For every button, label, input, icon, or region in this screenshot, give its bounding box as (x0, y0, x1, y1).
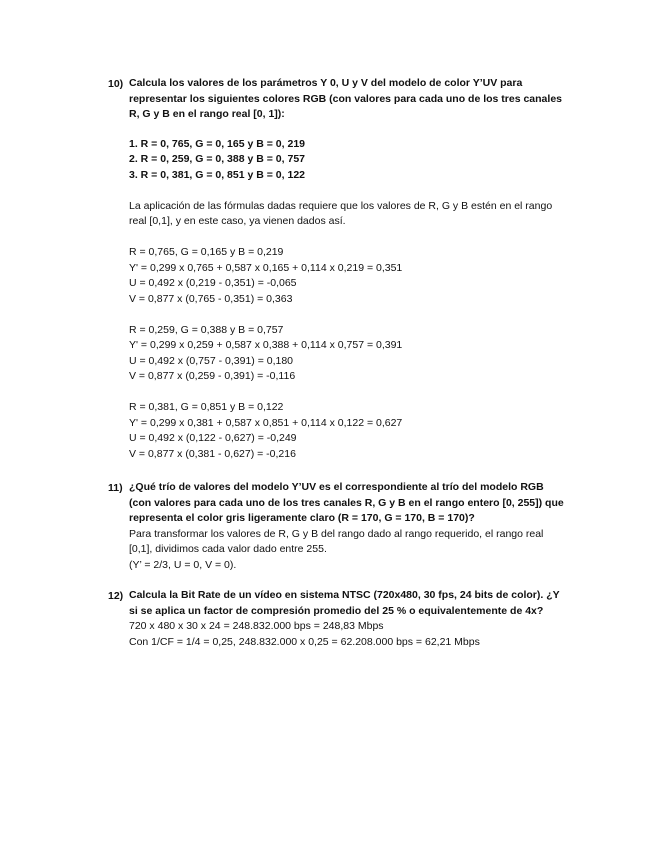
solution-intro: La aplicación de las fórmulas dadas requiere que los valores de R, G y B estén en el rango real [0,1], y en este caso, ya vienen dados así. (129, 199, 553, 227)
solution-line: R = 0,765, G = 0,165 y B = 0,219 (129, 246, 284, 258)
solution-line: R = 0,381, G = 0,851 y B = 0,122 (129, 401, 284, 413)
solution-line: Y' = 0,299 x 0,259 + 0,587 x 0,388 + 0,114 x 0,757 = 0,391 (129, 339, 403, 351)
solution-line: R = 0,259, G = 0,388 y B = 0,757 (129, 323, 284, 336)
solution-line: 720 x 480 x 30 x 24 = 248.832.000 bps = 248,83 Mbps (129, 620, 384, 632)
solution-line: V = 0,877 x (0,259 - 0,391) = -0,116 (129, 370, 296, 382)
solution-line: V = 0,877 x (0,381 - 0,627) = -0,216 (129, 447, 296, 460)
solution-result: (Y’ = 2/3, U = 0, V = 0). (129, 558, 237, 571)
problem-question: ¿Qué trío de valores del modelo Y’UV es el correspondiente al trío del modelo RGB (con valores para cada uno de los tres canales R, G y B en el rango entero [0, 255]) que representa el color gris ligeramente claro (R = 170, G = 170, B = 170)? (129, 481, 564, 524)
rgb-color-list (129, 137, 568, 184)
list-item: 3. R = 0, 381, G = 0, 851 y B = 0, 122 (129, 168, 305, 181)
problem-number: 10) (108, 78, 124, 90)
list-item: 1. R = 0, 765, G = 0, 165 y B = 0, 219 (129, 137, 305, 150)
solution-block (129, 400, 568, 462)
list-item: 2. R = 0, 259, G = 0, 388 y B = 0, 757 (129, 153, 305, 165)
problem-number: 11) (108, 482, 123, 494)
problem-number: 12) (108, 590, 124, 602)
solution-line: Con 1/CF = 1/4 = 0,25, 248.832.000 x 0,25 = 62.208.000 bps = 62,21 Mbps (129, 635, 480, 648)
problem-12 (108, 588, 568, 650)
problem-11 (108, 480, 568, 573)
solution-line: Y' = 0,299 x 0,381 + 0,587 x 0,851 + 0,114 x 0,122 = 0,627 (129, 416, 403, 429)
solution-line: V = 0,877 x (0,765 - 0,351) = 0,363 (129, 292, 293, 305)
solution-line: Y' = 0,299 x 0,765 + 0,587 x 0,165 + 0,114 x 0,219 = 0,351 (129, 261, 403, 274)
solution-text: Para transformar los valores de R, G y B del rango dado al rango requerido, el rango real [0,1], dividimos cada valor dado entre 255. (129, 527, 544, 555)
solution-line: U = 0,492 x (0,122 - 0,627) = -0,249 (129, 432, 297, 444)
solution-block (129, 245, 568, 307)
solution-line: U = 0,492 x (0,757 - 0,391) = 0,180 (129, 354, 294, 367)
solution-line: U = 0,492 x (0,219 - 0,351) = -0,065 (129, 277, 297, 289)
problem-question: Calcula la Bit Rate de un vídeo en sistema NTSC (720x480, 30 fps, 24 bits de color). ¿Y si se aplica un factor de compresión promedio del 25 % o equivalentemente de 4x? (129, 589, 560, 617)
solution-block (129, 323, 568, 385)
problem-10 (108, 76, 568, 462)
problem-question: Calcula los valores de los parámetros Y 0, U y V del modelo de color Y’UV para representar los siguientes colores RGB (con valores para cada uno de los tres canales R, G y B en el rango real [0, 1]): (129, 77, 562, 120)
